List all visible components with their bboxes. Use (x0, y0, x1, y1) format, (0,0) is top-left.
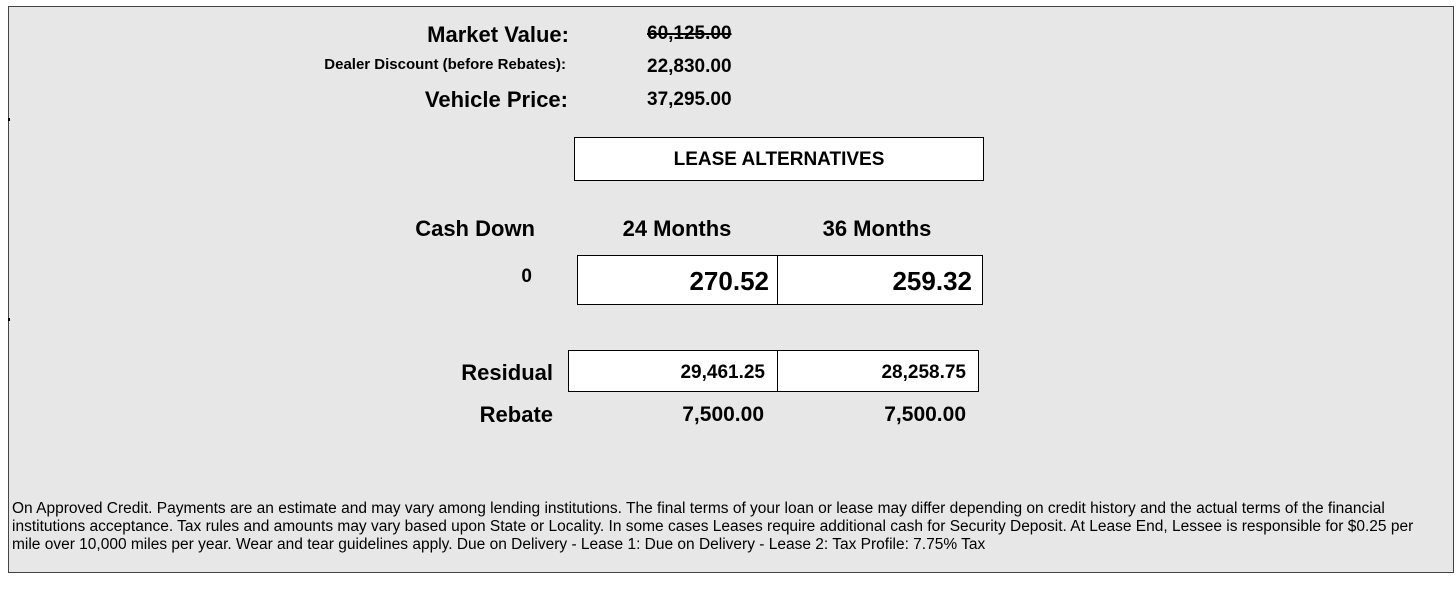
residual-36-months-cell (777, 350, 979, 392)
rebate-label: Rebate (479, 402, 553, 427)
vehicle-price-value: 37,295.00 (647, 89, 732, 110)
dealer-discount-label: Dealer Discount (before Rebates): (324, 56, 566, 73)
market-value-label: Market Value: (427, 22, 569, 47)
rebate-24-months-value: 7,500.00 (682, 403, 764, 426)
payment-24-months-cell (577, 255, 778, 305)
residual-36-months-value: 28,258.75 (881, 362, 966, 383)
term-36-months-header: 36 Months (822, 216, 932, 241)
lease-alternatives-header (574, 137, 984, 181)
payment-36-months-value: 259.32 (892, 266, 972, 296)
left-margin-tick (8, 318, 10, 321)
rebate-36-months-value: 7,500.00 (884, 403, 966, 426)
payment-36-months-cell (777, 255, 983, 305)
market-value: 60,125.00 (647, 23, 732, 44)
residual-label: Residual (461, 360, 553, 385)
cash-down-header: Cash Down (415, 216, 535, 241)
lease-alternatives-title: LEASE ALTERNATIVES (673, 149, 885, 170)
residual-24-months-cell (568, 350, 778, 392)
residual-24-months-value: 29,461.25 (680, 362, 765, 383)
left-margin-tick (8, 118, 10, 121)
term-24-months-header: 24 Months (622, 216, 732, 241)
cash-down-value: 0 (521, 266, 532, 287)
vehicle-price-label: Vehicle Price: (424, 87, 568, 112)
payment-24-months-value: 270.52 (689, 266, 769, 296)
disclaimer-text: On Approved Credit. Payments are an estimate and may vary among lending institutions. The final terms of your loan or lease may differ depending on credit history and the actual terms of the financial institutions acceptance. Tax rules and amounts may vary based upon State or Locality. In some cases Leases require additional cash for Security Deposit. At Lease End, Lessee is responsible for $0.25 per mile over 10,000 miles per year. Wear and tear guidelines apply. Due on Delivery - Lease 1: Due on Delivery - Lease 2: Tax Profile: 7.75% Tax (12, 500, 1414, 553)
dealer-discount-value: 22,830.00 (647, 56, 732, 77)
